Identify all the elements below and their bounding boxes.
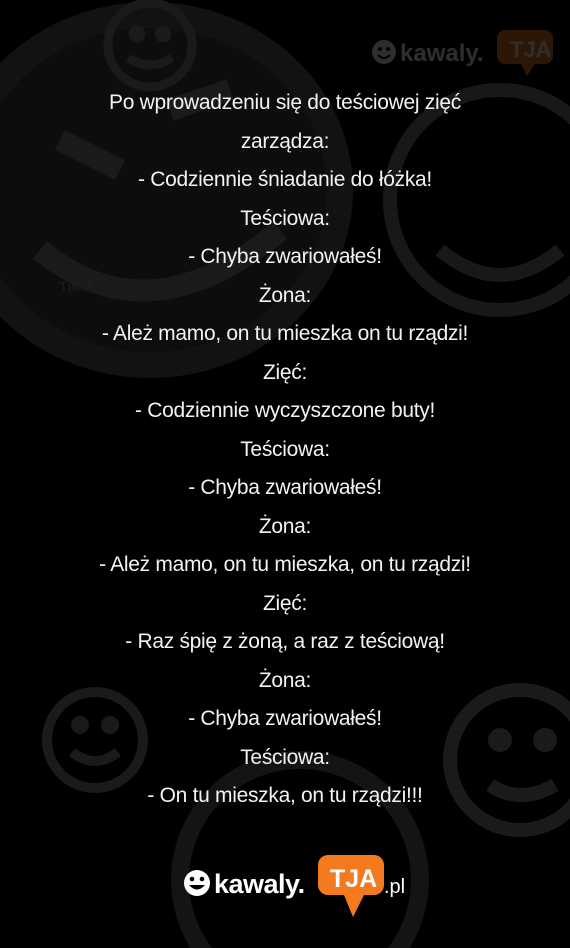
joke-line: - Chyba zwariowałeś! <box>188 707 382 730</box>
joke-line: - On tu mieszka, on tu rządzi!!! <box>147 784 423 807</box>
joke-line: Zięć: <box>262 591 307 615</box>
footer-badge-text: TJA <box>330 865 378 893</box>
joke-line: Żona: <box>258 668 312 692</box>
svg-text:kawaly.: kawaly. <box>400 40 484 67</box>
joke-line: - Ależ mamo, on tu mieszka, on tu rządzi! <box>99 553 471 576</box>
joke-line: Żona: <box>258 514 312 538</box>
footer-logo <box>180 845 420 925</box>
joke-line: Teściowa: <box>240 437 330 461</box>
joke-text <box>0 84 570 816</box>
joke-line: - Chyba zwariowałeś! <box>188 245 382 268</box>
small-watermark-text: Tja.pl <box>58 274 95 295</box>
smiley-icon <box>184 870 210 896</box>
watermark-logo <box>370 20 560 80</box>
joke-line: Żona: <box>258 283 312 307</box>
svg-text:TJA: TJA <box>510 37 552 62</box>
joke-line: - Codziennie śniadanie do łóżka! <box>138 168 432 191</box>
joke-line: Po wprowadzeniu się do teściowej zięć <box>109 91 461 114</box>
joke-line: - Codziennie wyczyszczone buty! <box>135 399 435 422</box>
joke-line: - Raz śpię z żoną, a raz z teściową! <box>125 630 445 653</box>
joke-line: Zięć: <box>262 360 307 384</box>
joke-line: Teściowa: <box>240 206 330 230</box>
joke-line: - Chyba zwariowałeś! <box>188 476 382 499</box>
footer-brand-text: kawaly. <box>214 869 305 899</box>
pin-badge-icon <box>318 855 384 917</box>
footer-tld-text: .pl <box>384 876 406 898</box>
joke-line: zarządza: <box>240 129 330 153</box>
joke-line: Teściowa: <box>240 745 330 769</box>
joke-line: - Ależ mamo, on tu mieszka on tu rządzi! <box>101 322 469 345</box>
